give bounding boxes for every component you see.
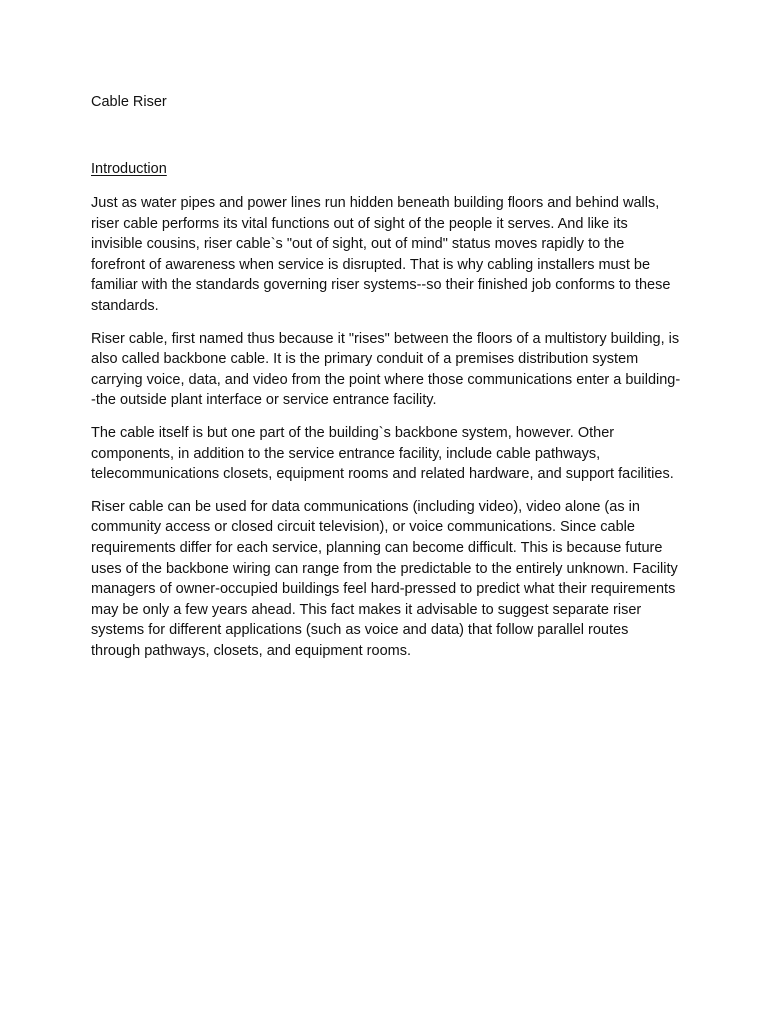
paragraph: The cable itself is but one part of the building`s backbone system, however. Other components, in addition to the service entrance facility, include cable pathways, telecommunications closets, equipment rooms and related hardware, and support facilities. xyxy=(91,424,674,483)
paragraph: Riser cable, first named thus because it "rises" between the floors of a multistory building, is also called backbone cable. It is the primary conduit of a premises distribution system carrying voice, data, and video from the point where those communications enter a building--the outside plant interface or service entrance facility. xyxy=(91,330,681,409)
paragraph: Riser cable can be used for data communications (including video), video alone (as in community access or closed circuit television), or voice communications. Since cable requirements differ for each service, planning can become difficult. This is because future uses of the backbone wiring can range from the predictable to the entirely unknown. Facility managers of owner-occupied buildings feel hard-pressed to predict what their requirements may be only a few years ahead. This fact makes it advisable to suggest separate riser systems for different applications (such as voice and data) that follow parallel routes through pathways, closets, and equipment rooms. xyxy=(91,498,678,659)
document-body xyxy=(91,92,681,661)
document-title: Cable Riser xyxy=(91,94,167,110)
section-heading-introduction: Introduction xyxy=(91,161,167,177)
paragraph: Just as water pipes and power lines run hidden beneath building floors and behind walls, riser cable performs its vital functions out of sight of the people it serves. And like its invisible cousins, riser cable`s "out of sight, out of mind" status moves rapidly to the forefront of awareness when service is disrupted. That is why cabling installers must be familiar with the standards governing riser systems--so their finished job conforms to these standards. xyxy=(91,195,671,314)
